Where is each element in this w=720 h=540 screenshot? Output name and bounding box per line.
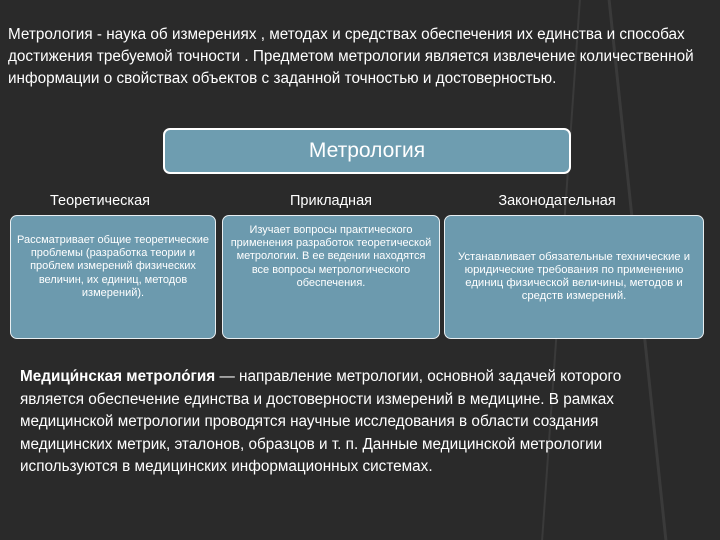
diagram-title-box: Метрология	[163, 128, 571, 174]
medical-metrology-paragraph	[20, 366, 680, 479]
branch-label-theoretical: Теоретическая	[49, 193, 150, 209]
branch-card-theoretical	[10, 215, 216, 339]
branch-card-legislative	[444, 215, 704, 339]
medical-metrology-term: Медици́нская метроло́гия	[20, 368, 216, 385]
branch-card-applied	[222, 215, 440, 339]
intro-paragraph: Метрология - наука об измерениях , методах и средствах обеспечения их единства и способах достижения требуемой точности . Предметом метрологии является извлечение количественной информации о свойствах объектов с заданной точностью и достоверностью.	[8, 26, 694, 87]
branch-label-legislative: Законодательная	[498, 193, 616, 209]
branch-label-applied: Прикладная	[289, 193, 372, 209]
branch-description: Рассматривает общие теоретические проблемы (разработка теории и проблем измерений физических величин, их единиц, методов измерений).	[17, 234, 209, 299]
branch-description: Изучает вопросы практического применения разработок теоретической метрологии. В ее ведении находятся все вопросы метрологического обеспечения.	[230, 224, 432, 289]
medical-metrology-definition: — направление метрологии, основной задачей которого является обеспечение единства и достоверности измерений в медицине. В рамках медицинской метрологии проводятся научные исследования в области создания медицинских метрик, эталонов, образцов и т. п. Данные медицинской метрологии используются в медицинских информационных системах.	[20, 368, 622, 475]
branch-description: Устанавливает обязательные технические и юридические требования по применению единиц физической величины, методов и средств измерений.	[457, 250, 691, 303]
